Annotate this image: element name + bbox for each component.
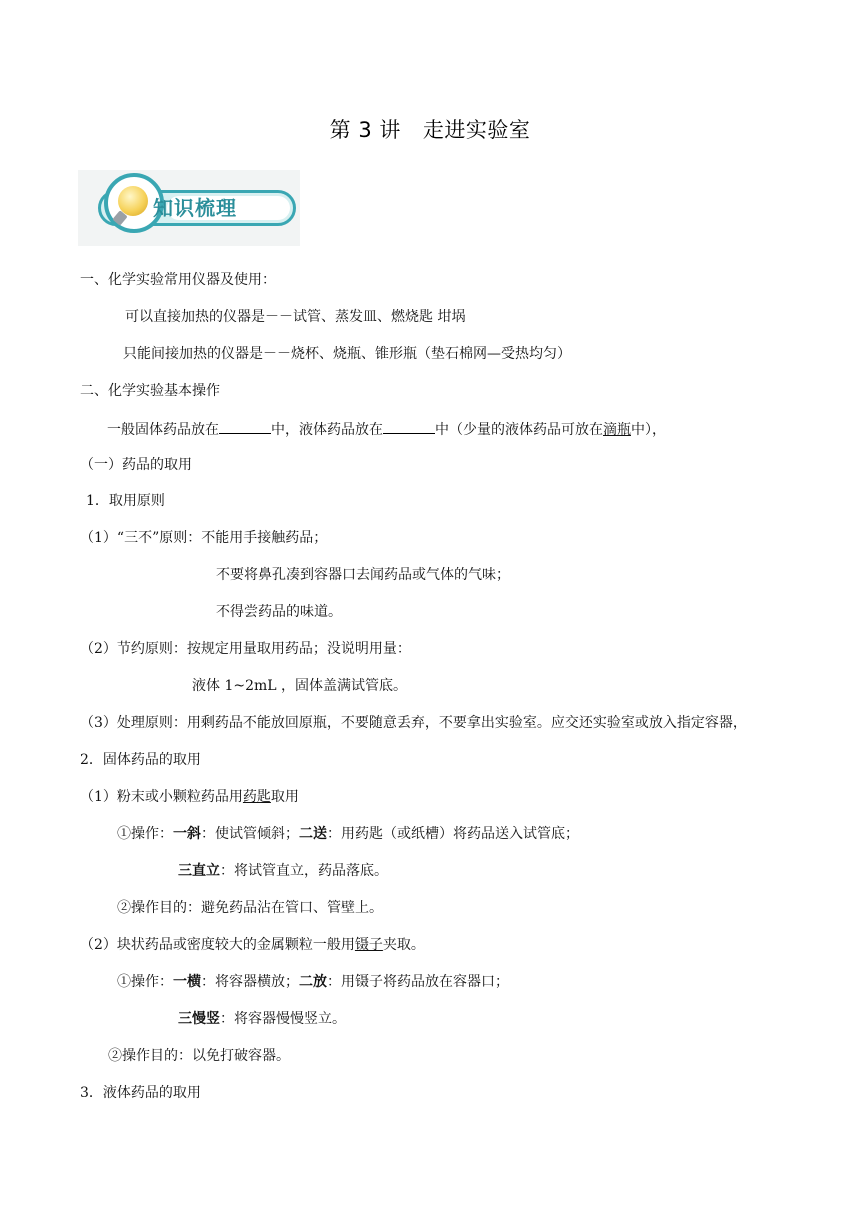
indirect-heating-line: 只能间接加热的仪器是－－烧杯、烧瓶、锥形瓶（垫石棉网—受热均匀） bbox=[123, 346, 571, 362]
section-heading-instruments: 一、化学实验常用仪器及使用： bbox=[80, 272, 276, 288]
three-nots-line-3: 不得尝药品的味道。 bbox=[216, 604, 342, 620]
knowledge-banner bbox=[78, 170, 300, 246]
solid-heading: 2．固体药品的取用 bbox=[80, 752, 201, 768]
powder-operation-line: ①操作：一斜：使试管倾斜；二送：用药匙（或纸槽）将药品送入试管底； bbox=[117, 826, 579, 842]
direct-heating-line: 可以直接加热的仪器是－－试管、蒸发皿、燃烧匙 坩埚 bbox=[125, 309, 466, 325]
three-nots-line-2: 不要将鼻孔凑到容器口去闻药品或气体的气味； bbox=[216, 567, 510, 583]
powder-operation-line-2: 三直立：将试管直立，药品落底。 bbox=[178, 863, 388, 879]
banner-label: 知识梳理 bbox=[153, 196, 237, 220]
storage-line: 一般固体药品放在 中，液体药品放在 中（少量的液体药品可放在滴瓶中）， bbox=[107, 419, 666, 439]
block-operation-line-2: 三慢竖：将容器慢慢竖立。 bbox=[178, 1011, 346, 1027]
powder-purpose-line: ②操作目的：避免药品沾在管口、管壁上。 bbox=[117, 900, 383, 916]
subsection-heading: （一）药品的取用 bbox=[80, 457, 192, 473]
three-nots-line: （1）“三不”原则：不能用手接触药品； bbox=[80, 530, 328, 546]
liquid-heading: 3．液体药品的取用 bbox=[80, 1085, 201, 1101]
block-operation-line: ①操作：一横：将容器横放；二放：用镊子将药品放在容器口； bbox=[117, 974, 509, 990]
page-title bbox=[0, 114, 860, 144]
fill-blank-2[interactable] bbox=[383, 419, 435, 434]
disposal-principle-line: （3）处理原则：用剩药品不能放回原瓶，不要随意丢弃，不要拿出实验室。应交还实验室或放入指定容器， bbox=[80, 715, 747, 731]
powder-line: （1）粉末或小颗粒药品用药匙取用 bbox=[80, 789, 299, 805]
block-purpose-line: ②操作目的：以免打破容器。 bbox=[108, 1048, 290, 1064]
economy-principle-line: （2）节约原则：按规定用量取用药品；没说明用量： bbox=[80, 641, 411, 657]
fill-blank-1[interactable] bbox=[219, 419, 271, 434]
section-heading-operations: 二、化学实验基本操作 bbox=[80, 383, 220, 399]
lesson-topic: 走进实验室 bbox=[422, 118, 531, 142]
principles-heading: 1．取用原则 bbox=[86, 493, 165, 509]
amount-line: 液体 1~2mL ，固体盖满试管底。 bbox=[192, 678, 408, 694]
lesson-number: 第 3 讲 bbox=[329, 118, 401, 142]
block-line: （2）块状药品或密度较大的金属颗粒一般用镊子夹取。 bbox=[80, 937, 425, 953]
